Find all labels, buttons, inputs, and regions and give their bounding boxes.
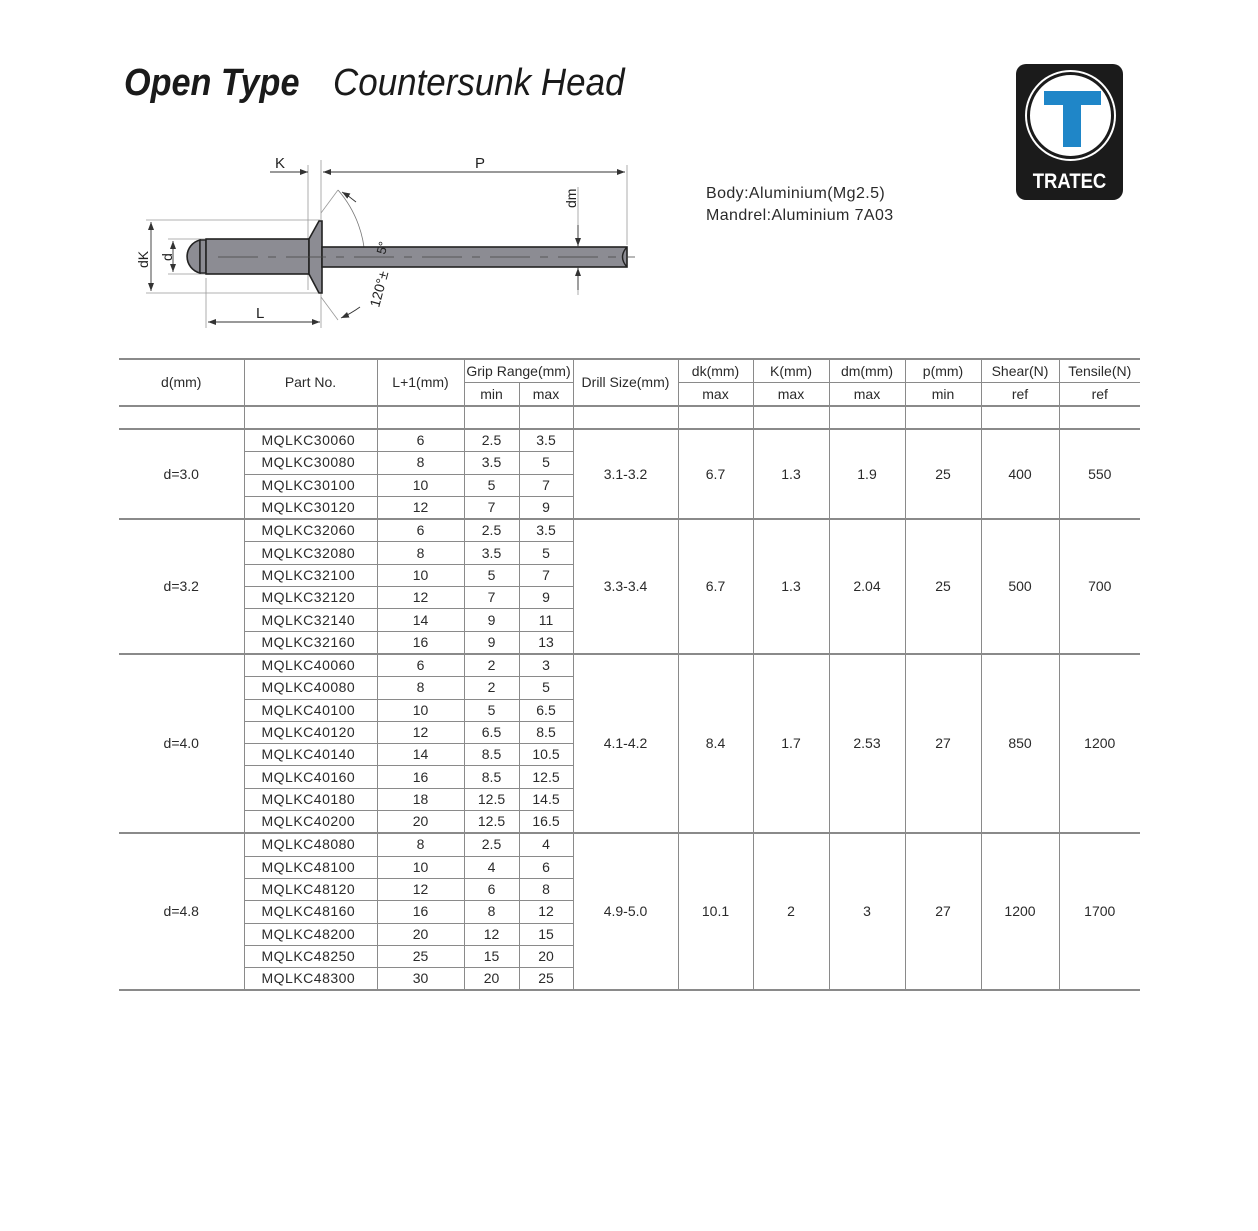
grip-max-cell: 11 bbox=[519, 609, 573, 631]
shear-cell: 1200 bbox=[981, 833, 1059, 990]
part-number-cell: MQLKC48160 bbox=[244, 901, 377, 923]
grip-max-cell: 16.5 bbox=[519, 811, 573, 834]
length-cell: 8 bbox=[377, 542, 464, 564]
page-subtitle: Countersunk Head bbox=[333, 62, 625, 104]
part-number-cell: MQLKC48080 bbox=[244, 833, 377, 856]
grip-min-cell: 6.5 bbox=[464, 721, 519, 743]
drill-cell: 3.1-3.2 bbox=[573, 429, 678, 519]
tensile-cell: 700 bbox=[1059, 519, 1140, 654]
grip-min-cell: 2 bbox=[464, 654, 519, 677]
table-row bbox=[119, 519, 1140, 542]
part-number-cell: MQLKC40180 bbox=[244, 788, 377, 810]
part-number-cell: MQLKC32100 bbox=[244, 564, 377, 586]
header-p: p(mm) bbox=[905, 359, 981, 383]
grip-min-cell: 2.5 bbox=[464, 833, 519, 856]
label-l: L bbox=[256, 305, 265, 322]
dk-cell: 10.1 bbox=[678, 833, 753, 990]
grip-max-cell: 9 bbox=[519, 587, 573, 609]
grip-min-cell: 12.5 bbox=[464, 788, 519, 810]
k-cell: 1.7 bbox=[753, 654, 829, 833]
shear-cell: 850 bbox=[981, 654, 1059, 833]
grip-min-cell: 7 bbox=[464, 587, 519, 609]
grip-min-cell: 3.5 bbox=[464, 452, 519, 474]
grip-max-cell: 5 bbox=[519, 452, 573, 474]
length-cell: 16 bbox=[377, 631, 464, 654]
length-cell: 20 bbox=[377, 923, 464, 945]
header-tensile: Tensile(N) bbox=[1059, 359, 1140, 383]
grip-min-cell: 2.5 bbox=[464, 429, 519, 452]
part-number-cell: MQLKC40160 bbox=[244, 766, 377, 788]
header-tensile-sub: ref bbox=[1059, 383, 1140, 407]
header-grip-min: min bbox=[464, 383, 519, 407]
dk-cell: 6.7 bbox=[678, 429, 753, 519]
length-cell: 8 bbox=[377, 452, 464, 474]
part-number-cell: MQLKC48300 bbox=[244, 968, 377, 991]
grip-max-cell: 6.5 bbox=[519, 699, 573, 721]
grip-max-cell: 25 bbox=[519, 968, 573, 991]
dm-cell: 3 bbox=[829, 833, 905, 990]
grip-min-cell: 12.5 bbox=[464, 811, 519, 834]
grip-max-cell: 6 bbox=[519, 856, 573, 878]
table-row bbox=[119, 429, 1140, 452]
length-cell: 20 bbox=[377, 811, 464, 834]
diameter-cell: d=3.2 bbox=[119, 519, 244, 654]
part-number-cell: MQLKC30080 bbox=[244, 452, 377, 474]
length-cell: 10 bbox=[377, 699, 464, 721]
length-cell: 6 bbox=[377, 429, 464, 452]
header-p-sub: min bbox=[905, 383, 981, 407]
part-number-cell: MQLKC32120 bbox=[244, 587, 377, 609]
part-number-cell: MQLKC32140 bbox=[244, 609, 377, 631]
grip-max-cell: 5 bbox=[519, 677, 573, 699]
label-angle: 120°± bbox=[366, 269, 392, 309]
length-cell: 25 bbox=[377, 945, 464, 967]
header-shear-sub: ref bbox=[981, 383, 1059, 407]
p-cell: 27 bbox=[905, 654, 981, 833]
grip-min-cell: 8.5 bbox=[464, 766, 519, 788]
header-k: K(mm) bbox=[753, 359, 829, 383]
header-d: d(mm) bbox=[119, 359, 244, 406]
length-cell: 16 bbox=[377, 766, 464, 788]
tensile-cell: 1200 bbox=[1059, 654, 1140, 833]
length-cell: 12 bbox=[377, 878, 464, 900]
dm-cell: 1.9 bbox=[829, 429, 905, 519]
label-dm: dm bbox=[563, 188, 579, 208]
grip-max-cell: 4 bbox=[519, 833, 573, 856]
header-dk: dk(mm) bbox=[678, 359, 753, 383]
part-number-cell: MQLKC48120 bbox=[244, 878, 377, 900]
part-number-cell: MQLKC48100 bbox=[244, 856, 377, 878]
diameter-cell: d=4.8 bbox=[119, 833, 244, 990]
header-length: L+1(mm) bbox=[377, 359, 464, 406]
drill-cell: 4.9-5.0 bbox=[573, 833, 678, 990]
length-cell: 12 bbox=[377, 721, 464, 743]
grip-max-cell: 8 bbox=[519, 878, 573, 900]
mandrel-material: Mandrel:Aluminium 7A03 bbox=[706, 207, 894, 224]
table-row bbox=[119, 654, 1140, 677]
part-number-cell: MQLKC32080 bbox=[244, 542, 377, 564]
length-cell: 6 bbox=[377, 519, 464, 542]
label-dk: dK bbox=[135, 250, 151, 268]
k-cell: 1.3 bbox=[753, 519, 829, 654]
p-cell: 25 bbox=[905, 519, 981, 654]
table-spacer-row bbox=[119, 406, 1140, 429]
logo-circle bbox=[1027, 72, 1114, 159]
grip-max-cell: 3 bbox=[519, 654, 573, 677]
grip-max-cell: 5 bbox=[519, 542, 573, 564]
label-p: P bbox=[475, 155, 486, 172]
grip-max-cell: 15 bbox=[519, 923, 573, 945]
part-number-cell: MQLKC40080 bbox=[244, 677, 377, 699]
length-cell: 30 bbox=[377, 968, 464, 991]
material-info bbox=[706, 183, 894, 227]
grip-max-cell: 7 bbox=[519, 564, 573, 586]
part-number-cell: MQLKC30120 bbox=[244, 496, 377, 519]
part-number-cell: MQLKC40100 bbox=[244, 699, 377, 721]
length-cell: 12 bbox=[377, 587, 464, 609]
grip-min-cell: 9 bbox=[464, 609, 519, 631]
header-dk-sub: max bbox=[678, 383, 753, 407]
dm-cell: 2.53 bbox=[829, 654, 905, 833]
dk-cell: 6.7 bbox=[678, 519, 753, 654]
header-shear: Shear(N) bbox=[981, 359, 1059, 383]
grip-min-cell: 20 bbox=[464, 968, 519, 991]
grip-max-cell: 13 bbox=[519, 631, 573, 654]
diameter-cell: d=4.0 bbox=[119, 654, 244, 833]
length-cell: 16 bbox=[377, 901, 464, 923]
dk-cell: 8.4 bbox=[678, 654, 753, 833]
length-cell: 8 bbox=[377, 677, 464, 699]
part-number-cell: MQLKC40200 bbox=[244, 811, 377, 834]
length-cell: 8 bbox=[377, 833, 464, 856]
logo-brand-text: TRATEC bbox=[1032, 170, 1107, 193]
grip-max-cell: 12 bbox=[519, 901, 573, 923]
label-d: d bbox=[159, 253, 175, 261]
logo-t-stem bbox=[1063, 91, 1081, 147]
grip-min-cell: 3.5 bbox=[464, 542, 519, 564]
dm-cell: 2.04 bbox=[829, 519, 905, 654]
drill-cell: 3.3-3.4 bbox=[573, 519, 678, 654]
header-dm-sub: max bbox=[829, 383, 905, 407]
length-cell: 18 bbox=[377, 788, 464, 810]
grip-min-cell: 12 bbox=[464, 923, 519, 945]
shear-cell: 400 bbox=[981, 429, 1059, 519]
length-cell: 6 bbox=[377, 654, 464, 677]
grip-min-cell: 5 bbox=[464, 474, 519, 496]
shear-cell: 500 bbox=[981, 519, 1059, 654]
grip-min-cell: 2.5 bbox=[464, 519, 519, 542]
table-row bbox=[119, 833, 1140, 856]
grip-max-cell: 12.5 bbox=[519, 766, 573, 788]
k-cell: 1.3 bbox=[753, 429, 829, 519]
spec-table bbox=[119, 358, 1140, 991]
grip-min-cell: 4 bbox=[464, 856, 519, 878]
part-number-cell: MQLKC30060 bbox=[244, 429, 377, 452]
header-k-sub: max bbox=[753, 383, 829, 407]
length-cell: 14 bbox=[377, 744, 464, 766]
length-cell: 14 bbox=[377, 609, 464, 631]
grip-max-cell: 3.5 bbox=[519, 519, 573, 542]
diameter-cell: d=3.0 bbox=[119, 429, 244, 519]
grip-min-cell: 7 bbox=[464, 496, 519, 519]
grip-min-cell: 2 bbox=[464, 677, 519, 699]
p-cell: 27 bbox=[905, 833, 981, 990]
part-number-cell: MQLKC40140 bbox=[244, 744, 377, 766]
part-number-cell: MQLKC48200 bbox=[244, 923, 377, 945]
grip-min-cell: 5 bbox=[464, 564, 519, 586]
header-grip-max: max bbox=[519, 383, 573, 407]
length-cell: 10 bbox=[377, 474, 464, 496]
grip-min-cell: 9 bbox=[464, 631, 519, 654]
grip-min-cell: 8.5 bbox=[464, 744, 519, 766]
header-dm: dm(mm) bbox=[829, 359, 905, 383]
body-material: Body:Aluminium(Mg2.5) bbox=[706, 185, 886, 202]
tensile-cell: 1700 bbox=[1059, 833, 1140, 990]
label-k: K bbox=[275, 155, 286, 172]
rivet-diagram bbox=[120, 140, 660, 340]
grip-max-cell: 8.5 bbox=[519, 721, 573, 743]
header-grip: Grip Range(mm) bbox=[464, 359, 573, 383]
tensile-cell: 550 bbox=[1059, 429, 1140, 519]
length-cell: 12 bbox=[377, 496, 464, 519]
grip-max-cell: 7 bbox=[519, 474, 573, 496]
tratec-logo bbox=[1016, 64, 1123, 200]
page-title: Open Type bbox=[124, 62, 300, 104]
part-number-cell: MQLKC40120 bbox=[244, 721, 377, 743]
part-number-cell: MQLKC40060 bbox=[244, 654, 377, 677]
length-cell: 10 bbox=[377, 564, 464, 586]
grip-max-cell: 9 bbox=[519, 496, 573, 519]
p-cell: 25 bbox=[905, 429, 981, 519]
part-number-cell: MQLKC48250 bbox=[244, 945, 377, 967]
grip-min-cell: 6 bbox=[464, 878, 519, 900]
part-number-cell: MQLKC30100 bbox=[244, 474, 377, 496]
grip-max-cell: 20 bbox=[519, 945, 573, 967]
part-number-cell: MQLKC32060 bbox=[244, 519, 377, 542]
grip-min-cell: 5 bbox=[464, 699, 519, 721]
drill-cell: 4.1-4.2 bbox=[573, 654, 678, 833]
grip-max-cell: 10.5 bbox=[519, 744, 573, 766]
header-drill: Drill Size(mm) bbox=[573, 359, 678, 406]
header-part: Part No. bbox=[244, 359, 377, 406]
label-angle-tolerance: 5° bbox=[373, 239, 392, 256]
table-header-row bbox=[119, 359, 1140, 383]
grip-max-cell: 3.5 bbox=[519, 429, 573, 452]
length-cell: 10 bbox=[377, 856, 464, 878]
grip-min-cell: 15 bbox=[464, 945, 519, 967]
k-cell: 2 bbox=[753, 833, 829, 990]
grip-max-cell: 14.5 bbox=[519, 788, 573, 810]
part-number-cell: MQLKC32160 bbox=[244, 631, 377, 654]
grip-min-cell: 8 bbox=[464, 901, 519, 923]
